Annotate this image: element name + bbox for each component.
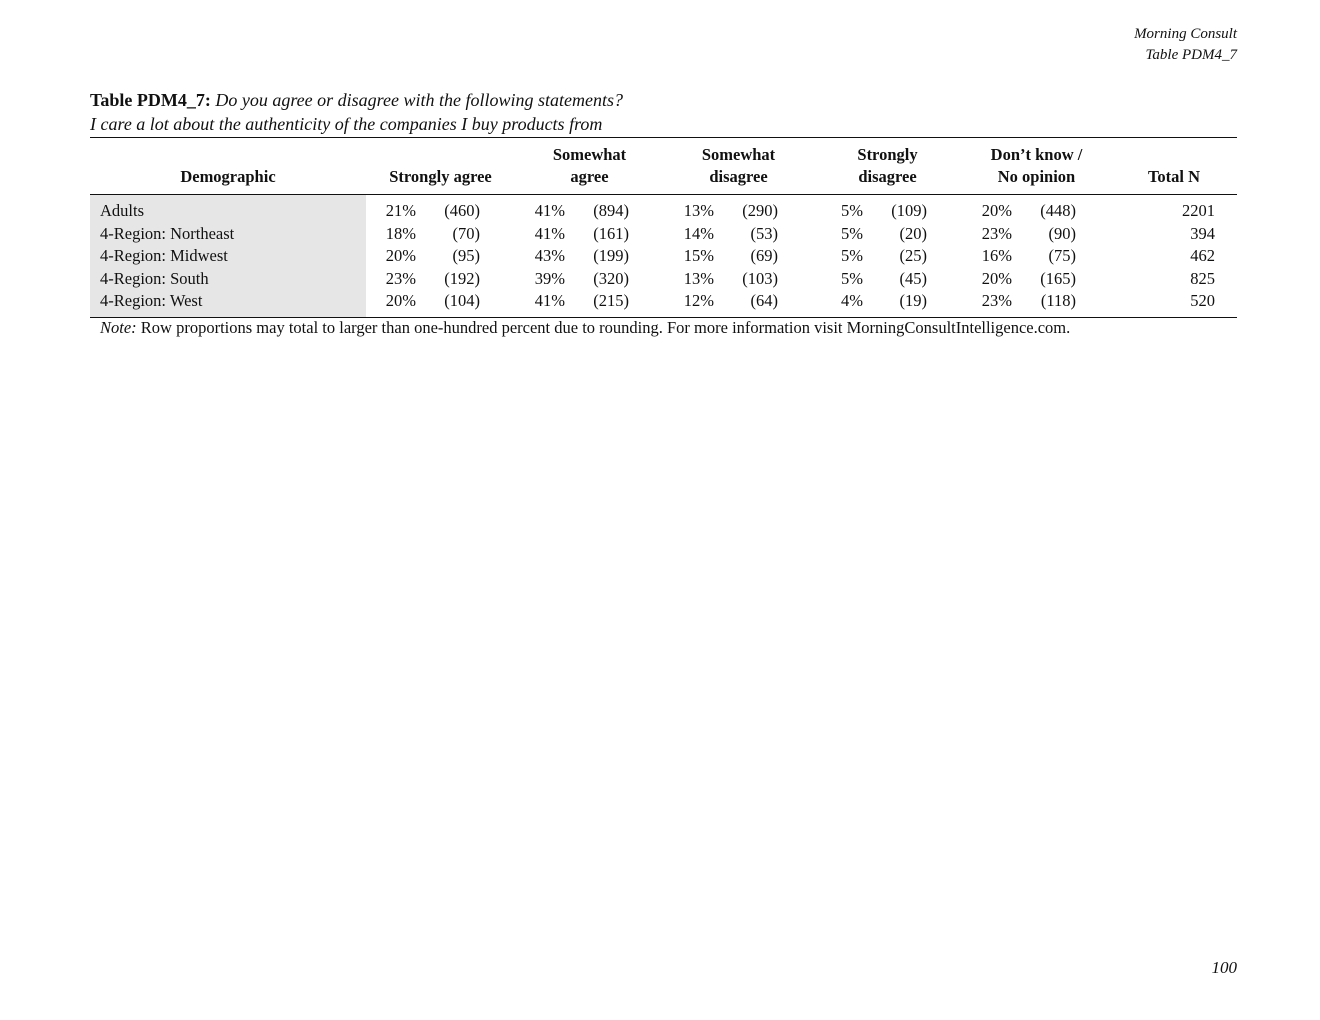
- col-header-demographic: Demographic: [180, 167, 276, 186]
- cell-spacer: [778, 223, 813, 246]
- strongly-agree-n: (104): [444, 291, 480, 310]
- strongly-agree-n: (460): [444, 201, 480, 220]
- row-label: 4-Region: South: [90, 268, 366, 291]
- cell-spacer: [927, 290, 962, 317]
- dont-know-pct: 20%: [981, 268, 1012, 288]
- org-name: Morning Consult: [1134, 26, 1237, 42]
- strongly-disagree-n: (109): [891, 201, 927, 220]
- somewhat-agree-pct: 41%: [534, 223, 565, 243]
- cell-spacer: [629, 195, 664, 223]
- page-number: 100: [1211, 958, 1237, 977]
- total-n: 394: [1190, 223, 1215, 243]
- cell-spacer: [778, 290, 813, 317]
- somewhat-disagree-n: (103): [742, 268, 778, 288]
- table-body: [90, 195, 1237, 318]
- dont-know-pct: 23%: [981, 223, 1012, 243]
- strongly-agree-pct: 21%: [385, 201, 416, 220]
- strongly-disagree-pct: 5%: [841, 201, 863, 220]
- somewhat-agree-pct: 41%: [534, 201, 565, 220]
- cell-spacer: [629, 223, 664, 246]
- dont-know-pct: 16%: [981, 246, 1012, 265]
- col-header-total-n: Total N: [1147, 167, 1201, 186]
- cell-spacer: [778, 195, 813, 223]
- crosstab-table-wrap: [90, 137, 1237, 318]
- somewhat-agree-n: (320): [593, 268, 629, 288]
- somewhat-agree-pct: 41%: [534, 291, 565, 310]
- strongly-agree-n: (95): [452, 246, 480, 265]
- strongly-disagree-n: (45): [899, 268, 927, 288]
- strongly-disagree-pct: 5%: [841, 223, 863, 243]
- dont-know-n: (448): [1040, 201, 1076, 220]
- cell-spacer: [1076, 223, 1111, 246]
- col-header-somewhat-disagree: Somewhat disagree: [701, 145, 776, 186]
- caption-statement: I care a lot about the authenticity of the companies I buy products from: [90, 114, 603, 134]
- strongly-disagree-pct: 5%: [841, 246, 863, 265]
- cell-spacer: [1076, 290, 1111, 317]
- col-header-strongly-disagree: Strongly disagree: [857, 145, 918, 186]
- cell-spacer: [480, 195, 515, 223]
- crosstab-table: [90, 137, 1237, 318]
- strongly-agree-n: (192): [444, 268, 480, 288]
- cell-spacer: [480, 223, 515, 246]
- note-text: Row proportions may total to larger than one-hundred percent due to rounding. For more information visit MorningConsultIntelligence.com.: [140, 318, 1071, 337]
- strongly-agree-pct: 18%: [385, 223, 416, 243]
- somewhat-disagree-pct: 12%: [683, 291, 714, 310]
- row-label: 4-Region: West: [90, 290, 366, 317]
- cell-spacer: [778, 268, 813, 291]
- page-header: [1134, 24, 1237, 66]
- table-row: [90, 268, 1237, 291]
- total-n: 462: [1190, 246, 1215, 265]
- somewhat-disagree-n: (290): [742, 201, 778, 220]
- row-label: 4-Region: Midwest: [90, 245, 366, 268]
- table-row: [90, 245, 1237, 268]
- table-row: [90, 195, 1237, 223]
- strongly-disagree-pct: 4%: [841, 291, 863, 310]
- col-header-dont-know: Don’t know / No opinion: [990, 145, 1083, 186]
- somewhat-disagree-pct: 15%: [683, 246, 714, 265]
- somewhat-disagree-pct: 13%: [683, 201, 714, 220]
- total-n: 2201: [1182, 201, 1215, 220]
- cell-spacer: [629, 245, 664, 268]
- table-note: [100, 317, 1070, 339]
- dont-know-n: (165): [1040, 268, 1076, 288]
- cell-spacer: [629, 268, 664, 291]
- strongly-disagree-pct: 5%: [841, 268, 863, 288]
- strongly-agree-pct: 20%: [385, 291, 416, 310]
- somewhat-disagree-pct: 14%: [683, 223, 714, 243]
- somewhat-agree-n: (161): [593, 223, 629, 243]
- row-label: Adults: [90, 195, 366, 223]
- somewhat-disagree-n: (64): [750, 291, 778, 310]
- somewhat-agree-n: (894): [593, 201, 629, 220]
- cell-spacer: [1076, 195, 1111, 223]
- somewhat-disagree-n: (69): [750, 246, 778, 265]
- somewhat-agree-n: (215): [593, 291, 629, 310]
- cell-spacer: [480, 245, 515, 268]
- total-n: 520: [1190, 291, 1215, 310]
- cell-spacer: [1076, 268, 1111, 291]
- table-row: [90, 290, 1237, 317]
- cell-spacer: [778, 245, 813, 268]
- table-caption: [90, 88, 623, 136]
- row-label: 4-Region: Northeast: [90, 223, 366, 246]
- strongly-agree-n: (70): [452, 223, 480, 243]
- strongly-disagree-n: (25): [899, 246, 927, 265]
- cell-spacer: [927, 195, 962, 223]
- somewhat-agree-pct: 39%: [534, 268, 565, 288]
- cell-spacer: [927, 268, 962, 291]
- cell-spacer: [629, 290, 664, 317]
- dont-know-pct: 23%: [981, 291, 1012, 310]
- total-n: 825: [1190, 268, 1215, 288]
- cell-spacer: [480, 268, 515, 291]
- cell-spacer: [927, 223, 962, 246]
- strongly-agree-pct: 23%: [385, 268, 416, 288]
- dont-know-n: (118): [1040, 291, 1076, 310]
- somewhat-agree-pct: 43%: [534, 246, 565, 265]
- cell-spacer: [1076, 245, 1111, 268]
- somewhat-disagree-n: (53): [750, 223, 778, 243]
- strongly-agree-pct: 20%: [385, 246, 416, 265]
- table-row: [90, 223, 1237, 246]
- table-id: Table PDM4_7: [1145, 47, 1237, 63]
- col-header-strongly-agree: Strongly agree: [389, 167, 492, 186]
- dont-know-n: (90): [1048, 223, 1076, 243]
- strongly-disagree-n: (20): [899, 223, 927, 243]
- note-label: Note:: [100, 318, 137, 337]
- col-header-somewhat-agree: Somewhat agree: [552, 145, 627, 186]
- somewhat-agree-n: (199): [593, 246, 629, 265]
- dont-know-pct: 20%: [981, 201, 1012, 220]
- caption-question: Do you agree or disagree with the following statements?: [215, 90, 623, 110]
- strongly-disagree-n: (19): [899, 291, 927, 310]
- cell-spacer: [927, 245, 962, 268]
- dont-know-n: (75): [1048, 246, 1076, 265]
- somewhat-disagree-pct: 13%: [683, 268, 714, 288]
- header-row: [90, 138, 1237, 195]
- caption-label: Table PDM4_7:: [90, 90, 211, 110]
- cell-spacer: [480, 290, 515, 317]
